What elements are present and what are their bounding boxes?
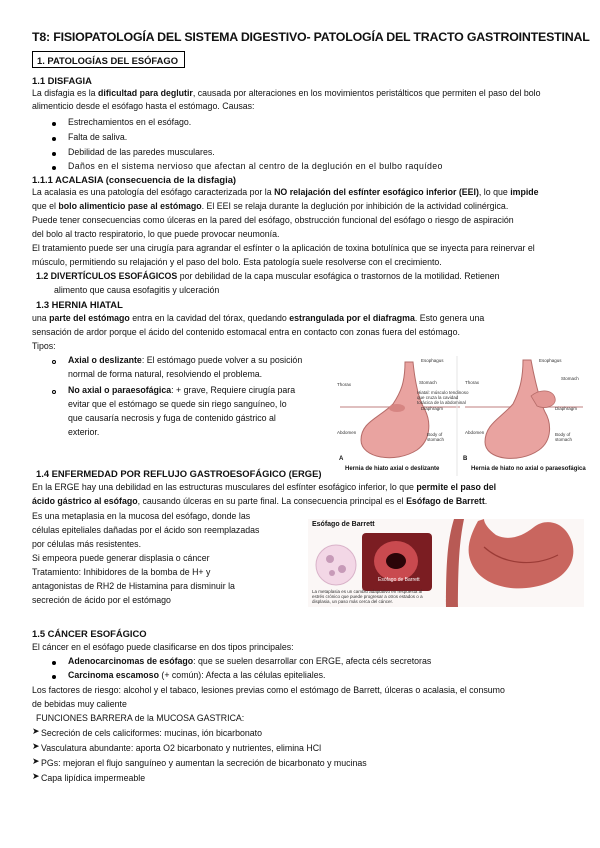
label-diaphragm-b: Diaphragm (555, 406, 578, 411)
diverticulos-text-1: 1.2 DIVERTÍCULOS ESOFÁGICOS por debilidad de la capa muscular esofágica o trastornos de la motilidad. Retienen (36, 271, 500, 281)
mucosa-function: Vasculatura abundante: aporta O2 bicarbonato y nutrientes, elimina HCl (41, 743, 322, 753)
label-abdomen-a: Abdomen (337, 430, 357, 435)
mucosa-function: PGs: mejoran el flujo sanguíneo y aumentan la secreción de bicarbonato y mucinas (41, 758, 367, 768)
erge-text-7: Tratamiento: Inhibidores de la bomba de H+ y (32, 567, 211, 577)
disfagia-cause: Debilidad de las paredes musculares. (68, 147, 215, 157)
label-note-a2: que cruza la cavidad (417, 395, 459, 400)
label-note-a1: Hiatal: músculo tendinoso (417, 390, 469, 395)
erge-text-6: Si empeora puede generar displasia o cáncer (32, 553, 210, 563)
erge-text-4: células epiteliales dañadas por el ácido son reemplazadas (32, 525, 260, 535)
label-body-b: Body of (555, 432, 571, 437)
mucosa-heading: FUNCIONES BARRERA de la MUCOSA GASTRICA: (36, 713, 245, 723)
barrett-note-1: La metaplasia es un cambio adaptativo en respuesta al (312, 589, 423, 594)
erge-text-9: secreción de ácido por el estómago (32, 595, 171, 605)
disfagia-cause: Estrechamientos en el esófago. (68, 117, 192, 127)
heading-erge: 1.4 ENFERMEDAD POR REFLUJO GASTROESOFÁGICO (ERGE) (36, 468, 322, 479)
label-esophagus-a: Esophagus (421, 358, 444, 363)
erge-text-1: En la ERGE hay una debilidad en las estructuras musculares del esfínter esofágico inferior, lo que permite el paso del (32, 482, 497, 492)
cancer-text-3: de bebidas muy caliente (32, 699, 127, 709)
cancer-text-2: Los factores de riesgo: alcohol y el tabaco, lesiones previas como el estómago de Barrett, úlceras o acalasia, el consumo (32, 685, 505, 695)
hernia-diagram (335, 352, 585, 476)
heading-hernia: 1.3 HERNIA HIATAL (36, 299, 123, 310)
acalasia-text-4: del bolo al tracto respiratorio, lo que puede provocar neumonía. (32, 229, 280, 239)
erge-text-3: Es una metaplasia en la mucosa del esófago, donde las (32, 511, 251, 521)
hernia-tipo-axial-1: Axial o deslizante: El estómago puede volver a su posición (68, 355, 303, 365)
barrett-note-3: displasia, un paso más cerca del cáncer. (312, 599, 394, 604)
label-body-a2: stomach (427, 437, 445, 442)
disfagia-cause: Daños en el sistema nervioso que afectan al centro de la deglución en el bulbo raquídeo (68, 161, 443, 171)
mucosa-function: Capa lipídica impermeable (41, 773, 146, 783)
erge-text-2: ácido gástrico al esófago, causando úlceras en su parte final. La consecuencia principal es el Esófago de Barrett. (32, 496, 488, 506)
label-esophagus-b: Esophagus (539, 358, 562, 363)
page-title: T8: FISIOPATOLOGÍA DEL SISTEMA DIGESTIVO- PATOLOGÍA DEL TRACTO GASTROINTESTINAL (32, 30, 590, 44)
arrow-bullet-icon: ➤ (32, 756, 40, 766)
bullet-icon (52, 152, 56, 156)
hernia-hiatal-figure (335, 352, 585, 476)
hernia-tipo-noaxial-2: evitar que el estómago se quede sin riego sanguíneo, lo (68, 399, 287, 409)
cancer-text-1: El cáncer en el esófago puede clasificarse en dos tipos principales: (32, 642, 294, 652)
disfagia-text-1: La disfagia es la dificultad para deglutir, causada por alteraciones en los movimientos peristálticos que permiten el paso del bolo (32, 88, 541, 98)
bullet-icon (52, 137, 56, 141)
section-heading-esofago: 1. PATOLOGÍAS DEL ESÓFAGO (32, 51, 185, 68)
label-thorax-b: Thorax (465, 380, 480, 385)
bullet-icon (52, 166, 56, 170)
bullet-icon (52, 661, 56, 665)
heading-disfagia: 1.1 DISFAGIA (32, 75, 92, 86)
heading-cancer: 1.5 CÁNCER ESOFÁGICO (32, 628, 147, 639)
diverticulos-text-2: alimento que causa esofagitis y ulceración (54, 285, 220, 295)
label-body-b2: stomach (555, 437, 573, 442)
barrett-figure-title: Esófago de Barrett (312, 521, 375, 528)
hernia-text-2: sensación de ardor porque el ácido del contenido estomacal entra en contacto con zonas fuera del estómago. (32, 327, 460, 337)
disfagia-text-2: alimenticio desde el esófago hasta el estómago. Causas: (32, 101, 255, 111)
disfagia-cause: Falta de saliva. (68, 132, 128, 142)
hernia-tipo-noaxial-4: exterior. (68, 427, 100, 437)
acalasia-text-1: La acalasia es una patología del esófago caracterizada por la NO relajación del esfínter esofágico inferior (EEI), lo que impide (32, 187, 539, 197)
label-body-a: Body of (427, 432, 443, 437)
erge-text-5: por células más resistentes. (32, 539, 142, 549)
hernia-tipo-noaxial-1: No axial o paraesofágica: + grave, Requiere cirugía para (68, 385, 296, 395)
erge-text-8: antagonistas de RH2 de Histamina para disminuir la (32, 581, 235, 591)
hernia-text-1: una parte del estómago entra en la cavidad del tórax, quedando estrangulada por el diafragma. Esto genera una (32, 313, 485, 323)
label-note-a3: torácica de la abdominal (417, 400, 466, 405)
figure-caption-a: Hernia de hiato axial o deslizante (345, 466, 440, 472)
circle-bullet-icon (52, 390, 56, 394)
hernia-tipo-noaxial-3: que causaría necrosis y fuga de contenido gástrico al (68, 413, 276, 423)
cancer-type-escamoso: Carcinoma escamoso (+ común): Afecta a las células epiteliales. (68, 670, 326, 680)
barrett-note-2: estrés crónico que puede progresar a otros estados o a (312, 594, 423, 599)
heading-diverticulos: 1.2 DIVERTÍCULOS ESOFÁGICOS (36, 271, 178, 281)
mucosa-function: Secreción de cels caliciformes: mucinas, ión bicarbonato (41, 728, 263, 738)
label-stomach-b: Stomach (561, 376, 579, 381)
figure-caption-b: Hernia de hiato no axial o paraesofágica (471, 466, 586, 472)
heading-acalasia: 1.1.1 ACALASIA (consecuencia de la disfagia) (32, 174, 237, 185)
arrow-bullet-icon: ➤ (32, 741, 40, 751)
acalasia-text-3: Puede tener consecuencias como úlceras en la pared del esófago, obstrucción funcional del esófago o riesgo de aspiración (32, 215, 514, 225)
barrett-figure (308, 519, 584, 607)
arrow-bullet-icon: ➤ (32, 771, 40, 781)
label-stomach-a: Stomach (419, 380, 437, 385)
acalasia-text-2: que el bolo alimenticio pase al estómago. El EEI se relaja durante la deglución por inhibición de la actividad colinérgica. (32, 201, 509, 211)
acalasia-text-6: músculo, permitiendo su relajación y el paso del bolo. Esta patología suele resolverse con el crecimiento. (32, 257, 442, 267)
figure-label-b: B (463, 456, 468, 462)
figure-label-a: A (339, 456, 344, 462)
label-thorax-a: Thorax (337, 382, 352, 387)
label-abdomen-b: Abdomen (465, 430, 485, 435)
circle-bullet-icon (52, 360, 56, 364)
bullet-icon (52, 122, 56, 126)
hernia-tipos: Tipos: (32, 341, 56, 351)
cancer-type-adeno: Adenocarcinomas de esófago: que se suelen desarrollar con ERGE, afecta céls secretoras (68, 656, 432, 666)
barrett-inset-label: Esófago de Barrett (378, 577, 420, 583)
label-diaphragm-a: Diaphragm (421, 406, 444, 411)
arrow-bullet-icon: ➤ (32, 726, 40, 736)
bullet-icon (52, 675, 56, 679)
hernia-tipo-axial-2: normal de forma natural, resolviendo el problema. (68, 369, 263, 379)
acalasia-text-5: El tratamiento puede ser una cirugía para agrandar el esfínter o la aplicación de toxina botulínica que se inyecta para reinervar el (32, 243, 535, 253)
